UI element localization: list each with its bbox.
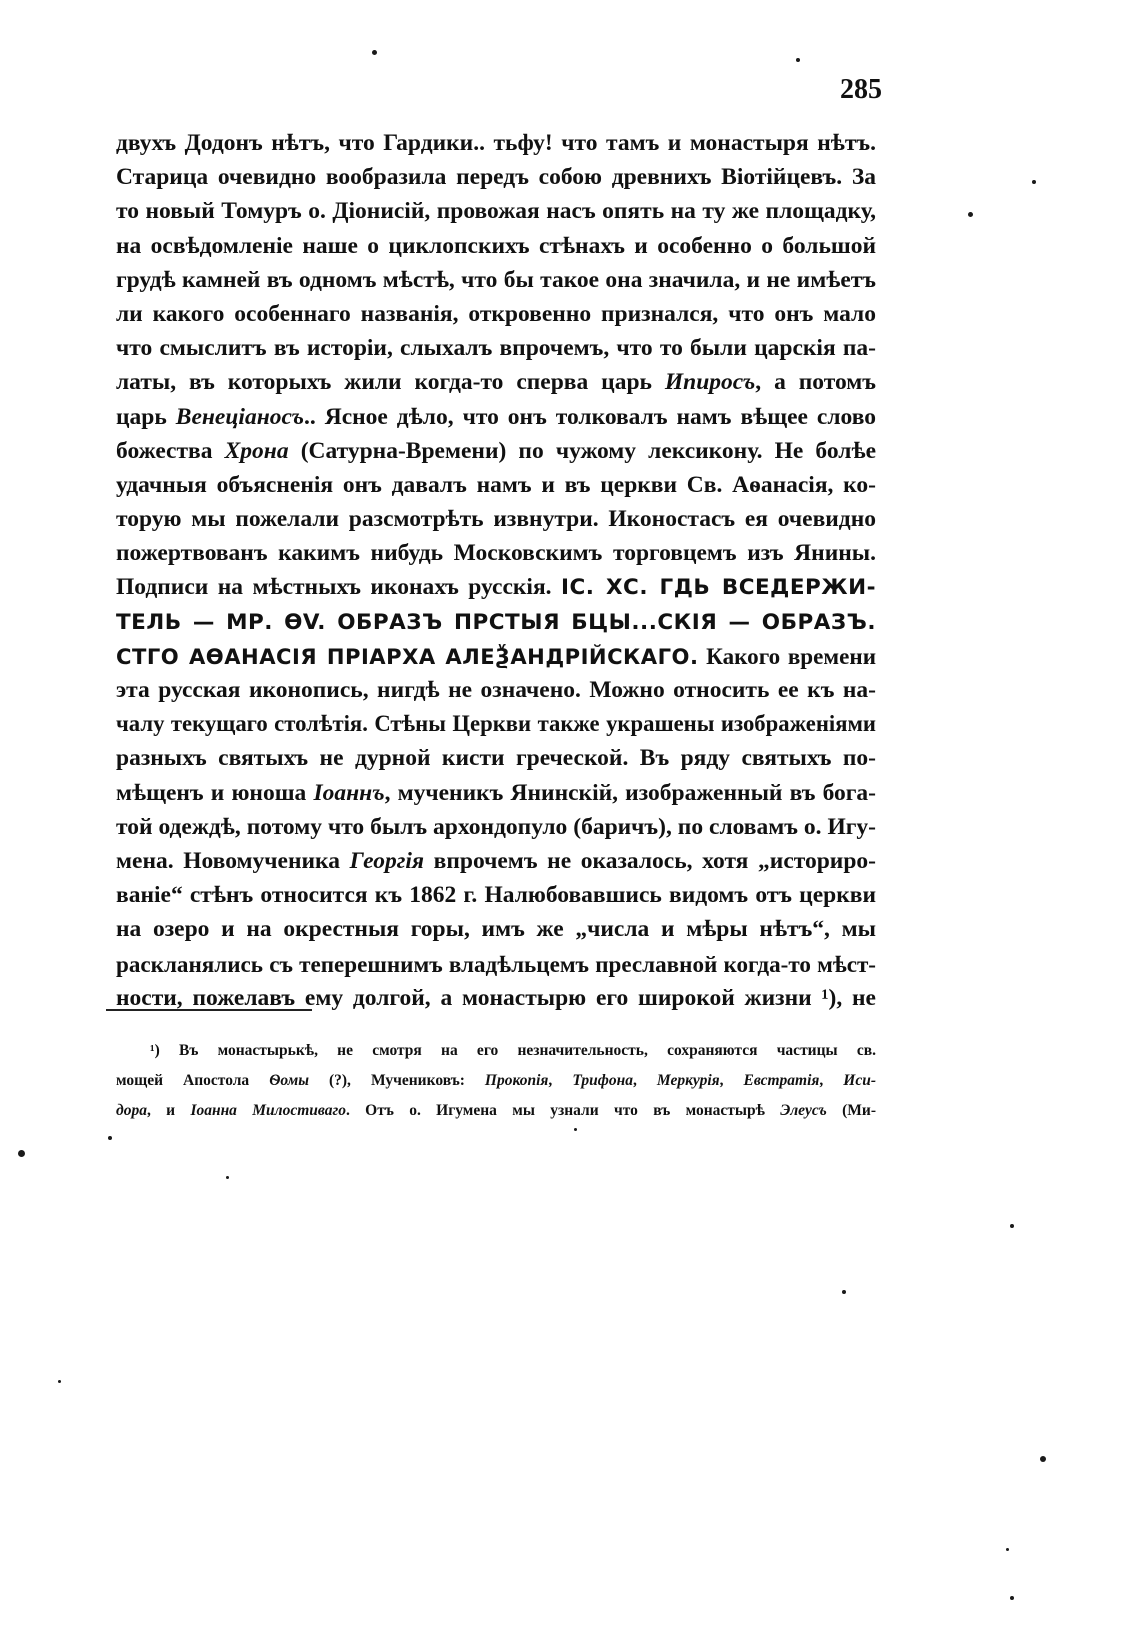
text-line bbox=[116, 365, 876, 399]
scan-speck bbox=[968, 212, 973, 217]
text-run: , bbox=[819, 1072, 844, 1089]
text-run: ¹) Въ монастырькѣ, не смотря на его незначительность, сохраняются частицы св. bbox=[150, 1042, 876, 1059]
text-run: ности, пожелавъ ему долгой, а монастырю его широкой жизни ¹), не bbox=[116, 984, 876, 1011]
text-run: на озеро и на окрестныя горы, имъ же „числа и мѣры нѣтъ“, мы bbox=[116, 916, 876, 943]
text-run: ваніе“ стѣнъ относится къ 1862 г. Налюбовавшись видомъ отъ церкви bbox=[116, 882, 876, 909]
text-line bbox=[116, 263, 876, 297]
text-run: мѣщенъ и юноша bbox=[116, 779, 314, 806]
text-line bbox=[116, 810, 876, 844]
text-run: божества bbox=[116, 437, 225, 464]
scan-speck bbox=[1010, 1596, 1014, 1600]
footnotes bbox=[116, 1036, 876, 1126]
text-run: , bbox=[632, 1072, 657, 1089]
scan-speck bbox=[574, 1128, 577, 1131]
text-run: мощей Апостола bbox=[116, 1072, 270, 1089]
text-run: (Ми- bbox=[826, 1102, 876, 1119]
scan-speck bbox=[1032, 180, 1036, 184]
text-run: двухъ Додонъ нѣтъ, что Гардики.. тьфу! что тамъ и монастыря нѣтъ. bbox=[116, 130, 876, 156]
church-slavonic-inscription: ІС. ХС. ГДЬ ВСЕДЕРЖИ- bbox=[560, 575, 876, 601]
text-run: торую мы пожелали разсмотрѣть извнутри. Иконостасъ ея очевидно bbox=[116, 506, 876, 533]
text-run: разныхъ святыхъ не дурной кисти греческой. Въ ряду святыхъ по- bbox=[116, 745, 876, 772]
text-run: эта русская иконопись, нигдѣ не означено. Можно относить ее къ на- bbox=[116, 677, 876, 703]
text-line bbox=[116, 229, 876, 263]
page-number: 285 bbox=[840, 74, 882, 105]
text-run: раскланялись съ теперешнимъ владѣльцемъ преславной когда-то мѣст- bbox=[116, 950, 876, 977]
text-line bbox=[116, 844, 876, 878]
text-line bbox=[116, 878, 876, 912]
italic-name: Меркурія bbox=[656, 1072, 720, 1089]
footnote-divider bbox=[106, 1009, 312, 1011]
text-run: , а потомъ bbox=[755, 369, 876, 396]
text-run: пожертвованъ какимъ нибудь Московскимъ торговцемъ изъ Янины. bbox=[116, 540, 876, 567]
text-run: то новый Томуръ о. Діонисій, провожая насъ опять на ту же площадку, bbox=[116, 198, 876, 225]
italic-name: дора bbox=[116, 1102, 147, 1119]
text-line bbox=[116, 297, 876, 331]
scan-speck bbox=[1010, 1224, 1014, 1228]
text-run: впрочемъ не оказалось, хотя „историро- bbox=[424, 847, 876, 874]
italic-name: Георгія bbox=[349, 847, 425, 874]
text-run: , bbox=[719, 1072, 744, 1089]
text-line bbox=[116, 434, 876, 468]
text-run: на освѣдомленіе наше о циклопскихъ стѣнахъ и особенно о большой bbox=[116, 232, 876, 259]
church-slavonic-inscription: ТЕЛЬ — МР. ѲV. ОБРАЗЪ ПРСТЫЯ БЦЫ...СКІЯ — ОБРАЗЪ. bbox=[116, 609, 876, 635]
text-run: Какого времени bbox=[698, 642, 876, 669]
scan-speck bbox=[226, 1176, 229, 1179]
italic-name: Прокопія bbox=[484, 1072, 549, 1089]
text-run: , и bbox=[146, 1102, 191, 1119]
text-line bbox=[116, 160, 876, 194]
text-line bbox=[116, 741, 876, 775]
text-run: .. Ясное дѣло, что онъ толковалъ намъ вѣщее слово bbox=[304, 403, 876, 430]
italic-name: Трифона bbox=[572, 1072, 633, 1089]
text-line bbox=[116, 673, 876, 707]
text-line bbox=[116, 776, 876, 810]
church-slavonic-inscription: СТГО АѲАНАСІЯ ПРІАРХА АЛЕѮАНДРІЙСКАГО. bbox=[116, 643, 699, 669]
scan-speck bbox=[842, 1290, 846, 1294]
text-line bbox=[116, 947, 876, 981]
italic-name: Элеусъ bbox=[780, 1102, 827, 1119]
text-line bbox=[116, 468, 876, 502]
text-run: (?), Мучениковъ: bbox=[308, 1072, 485, 1089]
text-line bbox=[116, 570, 876, 604]
text-run: царь bbox=[116, 403, 176, 430]
text-line bbox=[116, 126, 876, 160]
italic-name: Ѳомы bbox=[269, 1072, 309, 1089]
text-run: мена. Новомученика bbox=[116, 847, 350, 874]
text-line bbox=[116, 605, 876, 639]
text-run: чалу текущаго столѣтія. Стѣны Церкви также украшены изображеніями bbox=[116, 711, 876, 737]
text-run: ли какого особеннаго названія, откровенно признался, что онъ мало bbox=[116, 300, 876, 327]
italic-name: Іоанна Милостиваго bbox=[190, 1102, 346, 1119]
text-run: (Сатурна-Времени) по чужому лексикону. Не болѣе bbox=[288, 437, 877, 464]
italic-name: Іоаннъ bbox=[313, 779, 385, 806]
scan-speck bbox=[1006, 1548, 1009, 1551]
text-run: удачныя объясненія онъ давалъ намъ и въ церкви Св. Аѳанасія, ко- bbox=[116, 471, 876, 498]
italic-name: Иси- bbox=[843, 1072, 877, 1089]
text-line bbox=[116, 707, 876, 741]
text-run: той одеждѣ, потому что былъ архондопуло (баричъ), по словамъ о. Игу- bbox=[116, 813, 876, 840]
italic-name: Венеціаносъ bbox=[175, 403, 304, 430]
footnote-line bbox=[116, 1036, 876, 1066]
italic-name: Хрона bbox=[224, 437, 289, 464]
scan-speck bbox=[1040, 1456, 1046, 1462]
italic-name: Евстратія bbox=[743, 1072, 820, 1089]
text-run: Старица очевидно вообразила передъ собою древнихъ Віотійцевъ. За bbox=[116, 164, 876, 191]
text-run: латы, въ которыхъ жили когда-то сперва царь bbox=[116, 369, 665, 396]
italic-name: Ипиросъ bbox=[664, 369, 756, 396]
text-run: , bbox=[548, 1072, 573, 1089]
text-run: Подписи на мѣстныхъ иконахъ русскія. bbox=[116, 574, 561, 601]
text-line bbox=[116, 400, 876, 434]
footnote-line bbox=[116, 1066, 876, 1096]
text-line bbox=[116, 331, 876, 365]
text-run: . Отъ о. Игумена мы узнали что въ монастырѣ bbox=[345, 1102, 781, 1119]
scan-speck bbox=[796, 58, 800, 62]
scan-speck bbox=[18, 1150, 25, 1157]
text-run: что смыслитъ въ исторіи, слыхалъ впрочемъ, что то были царскія па- bbox=[116, 335, 876, 362]
text-line bbox=[116, 639, 876, 673]
text-run: грудѣ камней въ одномъ мѣстѣ, что бы такое она значила, и не имѣетъ bbox=[116, 266, 876, 293]
text-line bbox=[116, 912, 876, 946]
text-run: , мученикъ Янинскій, изображенный въ бога- bbox=[384, 779, 876, 806]
body-text bbox=[116, 126, 876, 1015]
scan-speck bbox=[372, 50, 377, 55]
scan-speck bbox=[108, 1136, 112, 1140]
text-line bbox=[116, 502, 876, 536]
footnote-line bbox=[116, 1096, 876, 1126]
text-line bbox=[116, 536, 876, 570]
scan-speck bbox=[58, 1380, 61, 1383]
text-line bbox=[116, 194, 876, 228]
